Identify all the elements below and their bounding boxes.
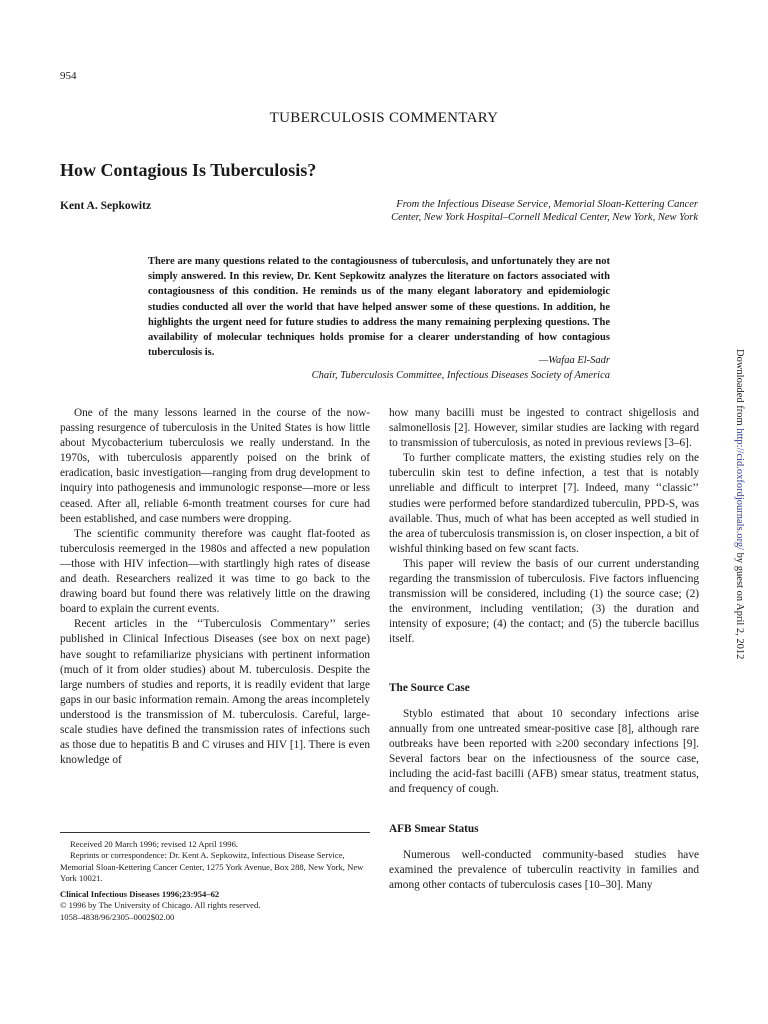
body-paragraph: This paper will review the basis of our current understanding regarding the transmission of tuberculosis. Five factors influencing transmission will be considered, including (1) the source case; (2) the environment, including ventilation; (3) the duration and intensity of exposure; (4) the contact; and (5) the tubercle bacillus itself. xyxy=(389,557,699,646)
download-url-link[interactable]: http://cid.oxfordjournals.org/ xyxy=(734,428,745,551)
page-number: 954 xyxy=(60,70,77,82)
footnote-divider xyxy=(60,832,370,833)
right-column xyxy=(389,406,699,894)
footnote-copyright: © 1996 by The University of Chicago. All rights reserved. xyxy=(60,900,261,911)
footnotes xyxy=(60,839,370,923)
abstract-signature-title: Chair, Tuberculosis Committee, Infectious Diseases Society of America xyxy=(311,370,610,381)
footnote-journal: Clinical Infectious Diseases 1996;23:954–62 xyxy=(60,889,220,900)
body-paragraph: how many bacilli must be ingested to contract shigellosis and salmonellosis [2]. However, similar studies are lacking with regard to transmission of tuberculosis, as noted in previous reviews [3–6]. xyxy=(389,407,699,450)
author-name: Kent A. Sepkowitz xyxy=(60,200,152,212)
abstract: There are many questions related to the contagiousness of tuberculosis, and unfortunately they are not simply answered. In this review, Dr. Kent Sepkowitz analyzes the literature on factors associated with contagiousness of this condition. He reminds us of the many elegant laboratory and epidemiologic studies conducted all over the world that have helped answer some of these questions. In addition, he highlights the urgent need for future studies to address the many remaining perplexing questions. The availability of molecular techniques holds promise for a clearer understanding of how contagious tuberculosis is. xyxy=(148,256,610,359)
section-heading-source-case: The Source Case xyxy=(389,681,470,694)
body-paragraph: Recent articles in the ‘‘Tuberculosis Commentary’’ series published in Clinical Infectious Diseases (see box on next page) have sought to refamiliarize physicians with pertinent information (much of it from older studies) about M. tuberculosis. Despite the large numbers of studies and reports, it is readily evident that large gaps in our basic information remain. Among the areas incompletely understood is the transmission of M. tuberculosis. Careful, large-scale studies have defined the transmission rates of infections such as those due to hepatitis B and C viruses and HIV [1]. There is even knowledge of xyxy=(60,618,370,767)
footnote-issn: 1058–4838/96/2305–0002$02.00 xyxy=(60,911,175,922)
section-heading: TUBERCULOSIS COMMENTARY xyxy=(269,110,499,126)
subsection-heading-afb: AFB Smear Status xyxy=(389,823,479,836)
download-prefix: Downloaded from xyxy=(734,349,745,429)
footnote-reprints: Reprints or correspondence: Dr. Kent A. Sepkowitz, Infectious Disease Service, Memorial Sloan-Kettering Cancer Center, 1275 York Avenue, Box 288, New York, New York 10021. xyxy=(60,850,364,883)
body-paragraph: To further complicate matters, the existing studies rely on the tuberculin skin test to define infection, a test that is notably unreliable and difficult to interpret [7]. Indeed, many ‘‘classic’’ studies were performed before standardized tuberculin, PPD-S, was available. Thus, much of what has been accepted as well studied in the area of tuberculosis transmission is, on closer inspection, a bit of wishful thinking based on few scant facts. xyxy=(389,452,699,555)
download-watermark xyxy=(734,349,745,659)
download-suffix: by guest on April 2, 2012 xyxy=(734,550,745,660)
abstract-signature: —Wafaa El-Sadr xyxy=(538,355,610,366)
body-paragraph: Numerous well-conducted community-based studies have examined the prevalence of tuberculin reactivity in families and among other contacts of tuberculosis cases [10–30]. Many xyxy=(389,849,699,892)
body-paragraph: One of the many lessons learned in the course of the now-passing resurgence of tuberculosis in the United States is how little about Mycobacterium tuberculosis we really understand. In the 1970s, with tuberculosis apparently poised on the brink of eradication, basic investigation—ranging from drug development to inquiry into pathogenesis and immunologic response—more or less ceased. After all, reliable 6-month treatment courses for cure had been established, and case numbers were dropping. xyxy=(60,407,370,525)
footnote-received: Received 20 March 1996; revised 12 April 1996. xyxy=(70,839,239,849)
left-column xyxy=(60,406,370,768)
body-paragraph: The scientific community therefore was caught flat-footed as tuberculosis reemerged in the 1980s and affected a new population—those with HIV infection—with startlingly high rates of disease and death. Researchers realized it was time to go back to the drawing board but found there was relatively little on the drawing board to explain the current events. xyxy=(60,527,370,616)
article-title: How Contagious Is Tuberculosis? xyxy=(60,160,317,180)
author-affiliation: From the Infectious Disease Service, Memorial Sloan-Kettering Cancer Center, New York Hospital–Cornell Medical Center, New York, New York xyxy=(391,199,698,223)
body-paragraph: Styblo estimated that about 10 secondary infections arise annually from one untreated smear-positive case [8], although rare outbreaks have been reported with ≥200 secondary infections [9]. Several factors bear on the infectiousness of the source case, including the acid-fast bacilli (AFB) smear status, treatment status, and frequency of cough. xyxy=(389,707,699,796)
